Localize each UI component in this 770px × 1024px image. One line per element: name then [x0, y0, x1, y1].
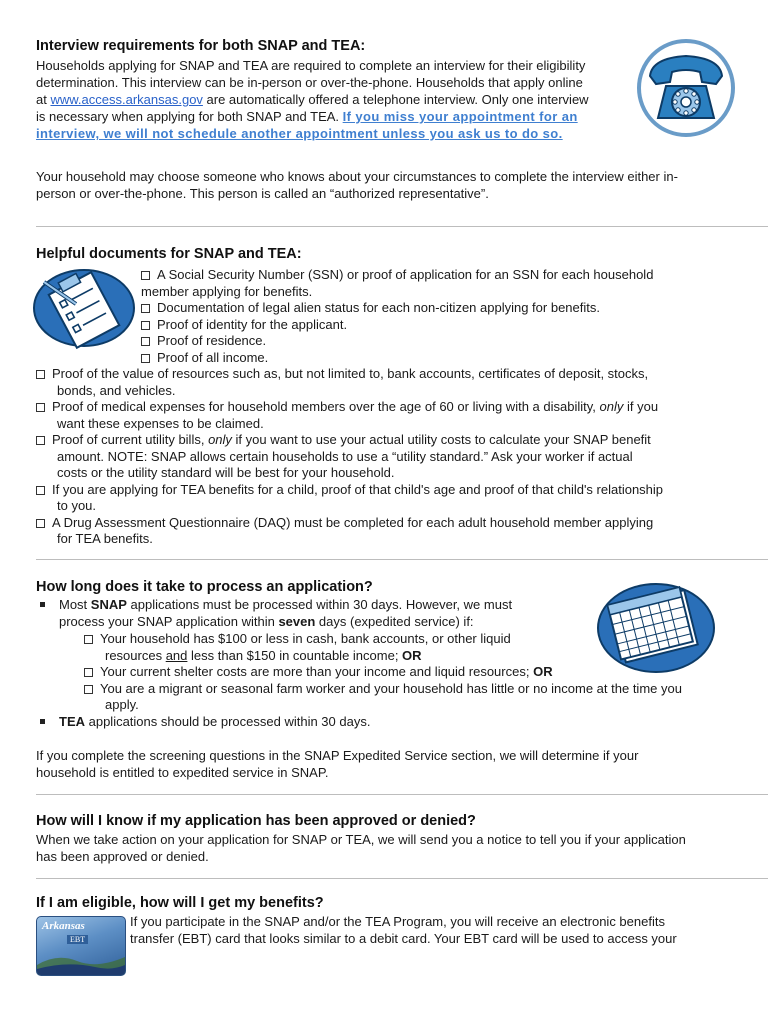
checklist-item [36, 482, 663, 515]
checkbox-icon [36, 436, 45, 445]
text-fragment: OR [402, 647, 422, 663]
text-fragment: SNAP [90, 597, 127, 612]
checkbox-icon [36, 370, 45, 379]
text-fragment: Most [59, 597, 91, 612]
telephone-icon [636, 38, 736, 138]
checkbox-icon [36, 519, 45, 528]
text-fragment: process your SNAP application within [59, 614, 279, 629]
divider [36, 794, 768, 795]
bullet-icon [40, 602, 45, 607]
text-line: determination. This interview can be in-person or over-the-phone. Households that apply online [36, 75, 583, 90]
text-line: transfer (EBT) card that looks similar to a debit card. Your EBT card will be used to access your [130, 931, 677, 946]
divider [36, 559, 768, 560]
item-continuation: bonds, and vehicles. [57, 382, 176, 398]
text-line: has been approved or denied. [36, 849, 209, 864]
item-text: A Social Security Number (SSN) or proof of application for an SSN for each household [157, 267, 654, 282]
checkbox-icon [84, 635, 93, 644]
ebt-card-image [36, 916, 126, 976]
snap-processing-bullet [40, 597, 512, 614]
checklist-item [141, 300, 600, 317]
text-fragment: OR [533, 664, 553, 679]
text-line: If you complete the screening questions in the SNAP Expedited Service section, we will determine if your [36, 748, 639, 763]
item-continuation: amount. NOTE: SNAP allows certain households to use a “utility standard.” Ask your worker if actual [57, 448, 633, 464]
text-fragment: less than $150 in countable income; [187, 647, 403, 663]
checklist-item [141, 350, 268, 367]
benefits-heading: If I am eligible, how will I get my benefits? [36, 895, 324, 911]
authorized-representative-paragraph [36, 168, 756, 202]
item-text: only [599, 399, 624, 414]
checklist-item [36, 399, 658, 432]
text-fragment: is necessary when applying for both SNAP and TEA. [36, 109, 343, 124]
checklist-item [36, 366, 648, 399]
approval-heading: How will I know if my application has been approved or denied? [36, 813, 476, 829]
checklist-item [141, 267, 653, 284]
item-continuation: costs or the utility standard will be best for your household. [57, 465, 395, 480]
checklist-item [141, 317, 347, 334]
item-text: You are a migrant or seasonal farm worker and your household has little or no income at the time you [100, 680, 682, 696]
item-text: Your current shelter costs are more than your income and liquid resources; [100, 664, 534, 679]
item-text: Proof of the value of resources such as, but not limited to, bank accounts, certificates of deposit, stocks, [52, 366, 649, 381]
text-fragment: seven [278, 614, 316, 629]
text-line: If you participate in the SNAP and/or the TEA Program, you will receive an electronic benefits [130, 914, 665, 929]
text-fragment: and [165, 647, 188, 663]
text-fragment: applications must be processed within 30 days. However, we must [126, 597, 513, 612]
expedited-criterion [84, 664, 553, 681]
landscape-graphic [37, 947, 125, 975]
calendar-icon [596, 578, 716, 674]
expedited-criterion [84, 681, 682, 698]
checkbox-icon [141, 271, 150, 280]
item-text: Proof of medical expenses for household members over the age of 60 or living with a disability, [52, 399, 600, 414]
checkbox-icon [141, 304, 150, 313]
checkbox-icon [84, 685, 93, 694]
text-fragment: resources [105, 647, 166, 663]
text-fragment: days (expedited service) if: [315, 614, 474, 629]
bullet-icon [40, 719, 45, 724]
checkbox-icon [36, 486, 45, 495]
item-text: if you [623, 399, 659, 414]
text-line: When we take action on your application for SNAP or TEA, we will send you a notice to tell you if your application [36, 832, 686, 847]
checklist-item [36, 515, 653, 548]
text-fragment: at [36, 92, 51, 107]
checkbox-icon [141, 321, 150, 330]
clipboard-icon [30, 266, 138, 350]
checklist-item [36, 432, 651, 482]
divider [36, 226, 768, 227]
expedited-criterion [84, 631, 511, 648]
item-text: Proof of current utility bills, [52, 432, 209, 447]
text-line: Your household may choose someone who knows about your circumstances to complete the interview either in- [36, 169, 678, 184]
text-line: person or over-the-phone. This person is called an “authorized representative”. [36, 186, 489, 201]
bullet-continuation [59, 614, 474, 631]
approval-paragraph [36, 831, 761, 865]
text-fragment: TEA [59, 714, 85, 729]
text-fragment: are automatically offered a telephone interview. Only one interview [202, 92, 589, 107]
divider [36, 878, 768, 879]
text-fragment: applications should be processed within 30 days. [85, 714, 371, 729]
checkbox-icon [141, 337, 150, 346]
item-text: If you are applying for TEA benefits for a child, proof of that child's age and proof of that child's relationship [52, 481, 664, 497]
text-line: Households applying for SNAP and TEA are required to complete an interview for their eligibility [36, 58, 586, 73]
checkbox-icon [141, 354, 150, 363]
item-continuation [105, 648, 422, 665]
item-text: Proof of all income. [157, 349, 269, 365]
item-text: if you want to use your actual utility costs to calculate your SNAP benefit [231, 432, 651, 447]
item-text: Your household has $100 or less in cash, bank accounts, or other liquid [100, 631, 511, 646]
item-continuation: member applying for benefits. [141, 283, 313, 299]
tea-processing-bullet [40, 714, 370, 731]
checkbox-icon [36, 403, 45, 412]
item-text: only [208, 432, 232, 447]
item-text: A Drug Assessment Questionnaire (DAQ) must be completed for each adult household member applying [52, 514, 654, 530]
card-brand-text: Arkansas [42, 920, 85, 932]
item-continuation: apply. [105, 697, 139, 712]
interview-paragraph [36, 57, 636, 142]
documents-heading: Helpful documents for SNAP and TEA: [36, 246, 302, 262]
missed-appointment-warning-cont: interview, we will not schedule another appointment unless you ask us to do so. [36, 126, 563, 141]
item-continuation: want these expenses to be claimed. [57, 415, 264, 431]
item-text: Documentation of legal alien status for each non-citizen applying for benefits. [157, 300, 600, 315]
checkbox-icon [84, 668, 93, 677]
access-arkansas-link[interactable]: www.access.arkansas.gov [50, 92, 203, 107]
text-line [36, 108, 636, 125]
checklist-item [141, 333, 266, 350]
item-text: Proof of identity for the applicant. [157, 316, 348, 332]
text-line: household is entitled to expedited service in SNAP. [36, 765, 329, 780]
processing-heading: How long does it take to process an application? [36, 579, 373, 595]
item-text: Proof of residence. [157, 333, 267, 348]
text-line [36, 125, 636, 142]
benefits-paragraph [130, 913, 765, 947]
card-label-text: EBT [67, 935, 88, 944]
text-line [36, 91, 636, 108]
missed-appointment-warning: If you miss your appointment for an [342, 109, 578, 124]
interview-heading: Interview requirements for both SNAP and TEA: [36, 38, 366, 54]
item-continuation: to you. [57, 498, 97, 513]
item-continuation: for TEA benefits. [57, 531, 153, 546]
expedited-screening-paragraph [36, 747, 756, 781]
